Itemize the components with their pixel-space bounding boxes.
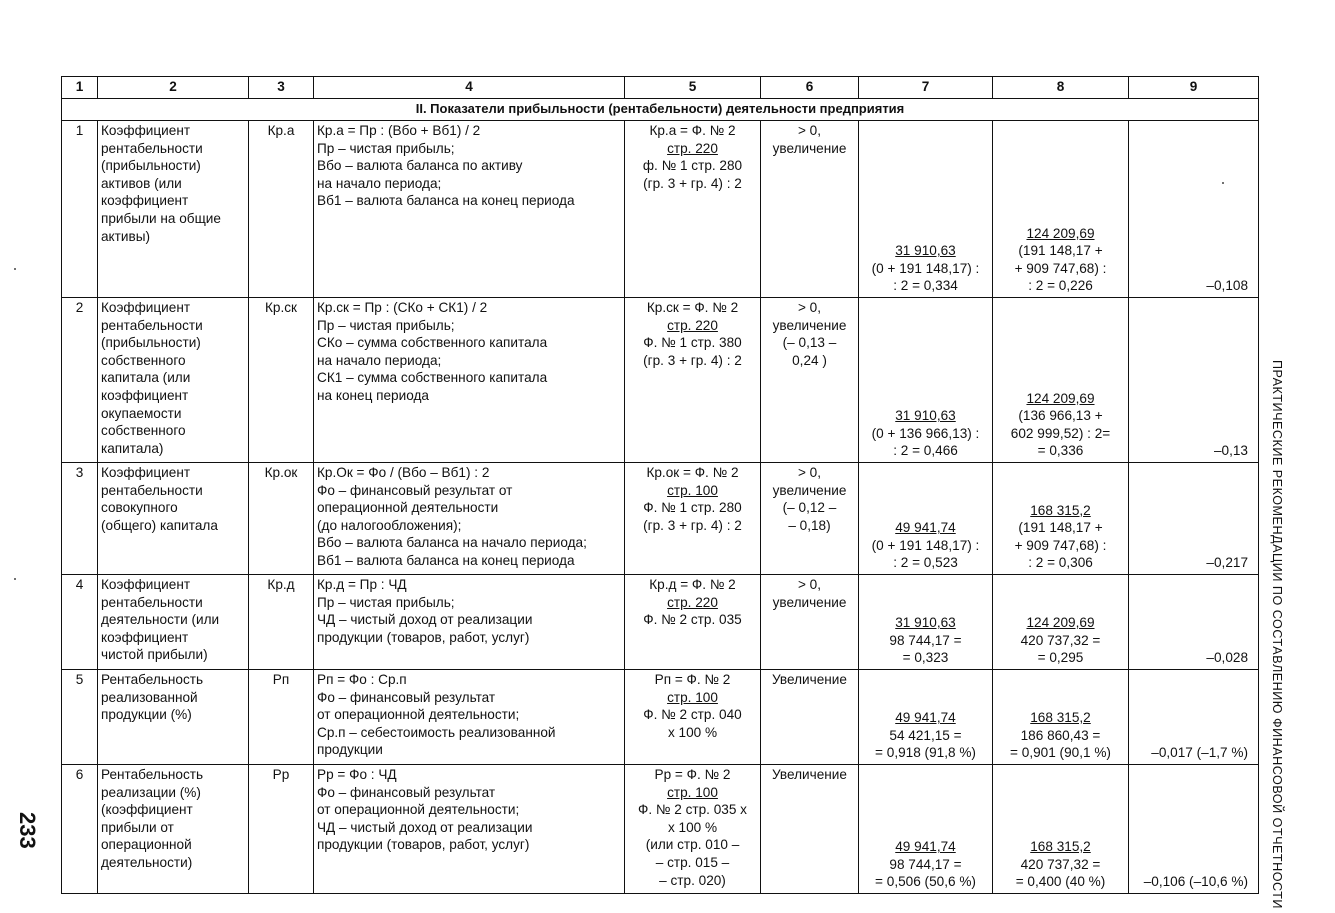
indicator-symbol-line: Кр.а <box>267 123 295 138</box>
indicator-name-line: рентабельности <box>101 594 203 610</box>
indicator-formula-line: Кр.Ок = Фо / (Вбо – Вб1) : 2 <box>317 465 490 480</box>
indicator-formula <box>314 765 625 894</box>
row-number-line: 6 <box>75 767 84 782</box>
value-start-period <box>859 463 993 575</box>
normative-condition <box>761 575 859 670</box>
indicator-formula-line: Пр – чистая прибыль; <box>317 594 455 610</box>
value-change <box>1129 463 1259 575</box>
value-end-period-line: 168 315,2 <box>1030 710 1091 726</box>
normative-condition <box>761 463 859 575</box>
data-source-line: (гр. 3 + гр. 4) : 2 <box>643 175 742 191</box>
data-source-line: (гр. 3 + гр. 4) : 2 <box>643 517 742 533</box>
indicator-formula-line: СКо – сумма собственного капитала <box>317 335 548 351</box>
value-end-period-line: 124 209,69 <box>1026 225 1095 241</box>
indicator-symbol-line: Рр <box>272 767 290 782</box>
indicator-formula-line: ЧД – чистый доход от реализации <box>317 612 533 628</box>
normative-condition <box>761 670 859 765</box>
indicator-symbol-line: Кр.ск <box>265 300 297 315</box>
normative-condition-line: увеличение <box>772 317 847 333</box>
value-end-period <box>993 298 1129 463</box>
indicator-formula-line: ЧД – чистый доход от реализации <box>317 819 533 835</box>
indicator-name-line: реализации (%) <box>101 784 201 800</box>
value-change-line: –0,028 <box>1206 650 1248 666</box>
indicator-name-line: Рентабельность <box>101 767 204 782</box>
table-row <box>62 463 1259 575</box>
data-source <box>625 765 761 894</box>
value-end-period-line: = 0,295 <box>1037 650 1084 666</box>
indicator-formula-line: Фо – финансовый результат от <box>317 482 513 498</box>
indicator-name-line: Коэффициент <box>101 123 191 138</box>
header-cell: 7 <box>859 77 993 99</box>
data-source-line: Ф. № 2 стр. 035 х <box>638 802 747 818</box>
normative-condition-line: Увеличение <box>772 672 847 687</box>
indicator-name-line: Коэффициент <box>101 577 191 592</box>
normative-condition-line: > 0, <box>797 465 822 480</box>
value-end-period-line: 602 999,52) : 2= <box>1010 425 1111 441</box>
normative-condition-line: > 0, <box>797 577 822 592</box>
indicator-formula-line: Рр = Фо : ЧД <box>317 767 397 782</box>
data-source-line: х 100 % <box>667 819 718 835</box>
value-start-period <box>859 575 993 670</box>
indicator-formula-line: (до налогообложения); <box>317 517 462 533</box>
value-end-period-line: = 0,901 (90,1 %) <box>1010 745 1111 761</box>
indicator-name <box>98 121 249 298</box>
value-change <box>1129 575 1259 670</box>
data-source <box>625 298 761 463</box>
indicator-formula-line: Фо – финансовый результат <box>317 784 496 800</box>
indicator-name-line: чистой прибыли) <box>101 647 208 663</box>
indicator-name <box>98 575 249 670</box>
indicator-formula-line: Вбо – валюта баланса по активу <box>317 158 523 174</box>
indicator-name-line: деятельности (или <box>101 612 220 628</box>
value-end-period <box>993 765 1129 894</box>
header-cell: 5 <box>625 77 761 99</box>
indicator-formula-line: Пр – чистая прибыль; <box>317 317 455 333</box>
value-change-line: –0,106 (–10,6 %) <box>1143 874 1248 890</box>
value-end-period-line: 420 737,32 = <box>1020 856 1101 872</box>
indicator-formula <box>314 670 625 765</box>
value-start-period-line: 31 910,63 <box>895 408 956 424</box>
indicator-name-line: (прибыльности) <box>101 158 201 174</box>
table-row <box>62 121 1259 298</box>
value-start-period-line: 98 744,17 = <box>889 632 962 648</box>
value-change-line: –0,13 <box>1213 443 1248 459</box>
value-change-line: –0,108 <box>1206 278 1248 294</box>
header-cell: 6 <box>761 77 859 99</box>
normative-condition-line: (– 0,12 – <box>782 500 837 516</box>
indicator-name <box>98 463 249 575</box>
indicator-name-line: (прибыльности) <box>101 335 201 351</box>
indicator-name-line: (общего) капитала <box>101 517 218 533</box>
row-number-line: 5 <box>75 672 84 687</box>
speck-mark <box>1222 182 1224 184</box>
indicator-formula-line: Вб1 – валюта баланса на конец периода <box>317 552 575 568</box>
value-start-period-line: (0 + 191 148,17) : <box>871 537 980 553</box>
speck-mark <box>14 578 16 580</box>
data-source-line: Ф. № 1 стр. 380 <box>643 335 742 351</box>
normative-condition-line: увеличение <box>772 482 847 498</box>
indicator-symbol <box>249 765 314 894</box>
indicator-formula-line: Кр.д = Пр : ЧД <box>317 577 407 592</box>
data-source-line: Ф. № 1 стр. 280 <box>643 500 742 516</box>
normative-condition-line: (– 0,13 – <box>782 335 837 351</box>
indicators-table <box>61 76 1259 894</box>
indicator-name-line: Рентабельность <box>101 672 204 687</box>
indicator-name-line: активы) <box>101 228 150 244</box>
row-number-line: 3 <box>75 465 84 480</box>
normative-condition-line: > 0, <box>797 123 822 138</box>
indicator-name-line: деятельности) <box>101 854 193 870</box>
indicator-formula-line: операционной деятельности <box>317 500 499 516</box>
indicator-formula-line: Рп = Фо : Ср.п <box>317 672 407 687</box>
indicator-symbol-line: Кр.ок <box>264 465 298 480</box>
value-start-period-line: (0 + 191 148,17) : <box>871 260 980 276</box>
indicator-formula-line: Пр – чистая прибыль; <box>317 140 455 156</box>
row-number <box>62 575 98 670</box>
data-source-line: стр. 100 <box>667 784 718 800</box>
value-end-period-line: = 0,336 <box>1037 443 1084 459</box>
value-change <box>1129 765 1259 894</box>
indicator-formula-line: СК1 – сумма собственного капитала <box>317 370 548 386</box>
value-start-period-line: 49 941,74 <box>895 710 956 726</box>
data-source-line: – стр. 015 – <box>655 854 730 870</box>
indicator-name-line: прибыли на общие <box>101 210 221 226</box>
data-source-line: стр. 100 <box>667 482 718 498</box>
indicator-formula-line: на начало периода; <box>317 175 442 191</box>
value-end-period-line: 124 209,69 <box>1026 390 1095 406</box>
indicator-formula <box>314 121 625 298</box>
indicator-formula-line: на начало периода; <box>317 352 442 368</box>
indicator-name-line: операционной <box>101 837 192 853</box>
data-source-line: х 100 % <box>667 724 718 740</box>
indicator-name-line: (коэффициент <box>101 802 193 818</box>
value-start-period-line: 31 910,63 <box>895 243 956 259</box>
indicator-formula-line: продукции (товаров, работ, услуг) <box>317 629 530 645</box>
row-number <box>62 670 98 765</box>
indicator-symbol <box>249 670 314 765</box>
data-source-line: ф. № 1 стр. 280 <box>642 158 743 174</box>
table-row <box>62 298 1259 463</box>
indicator-symbol-line: Рп <box>272 672 290 687</box>
value-end-period <box>993 575 1129 670</box>
normative-condition-line: > 0, <box>797 300 822 315</box>
data-source-line: Рп = Ф. № 2 <box>654 672 731 687</box>
indicator-name-line: капитала (или <box>101 370 191 386</box>
value-end-period <box>993 463 1129 575</box>
indicator-name-line: окупаемости <box>101 405 182 421</box>
data-source-line: Ф. № 2 стр. 035 <box>643 612 742 628</box>
header-cell: 4 <box>314 77 625 99</box>
normative-condition-line: 0,24 ) <box>792 352 827 368</box>
value-end-period-line: + 909 747,68) : <box>1014 537 1107 553</box>
value-change-line: –0,017 (–1,7 %) <box>1151 745 1248 761</box>
header-cell: 9 <box>1129 77 1259 99</box>
section-row <box>62 99 1259 121</box>
data-source-line: (или стр. 010 – <box>645 837 740 853</box>
indicator-formula-line: Кр.а = Пр : (Вбо + Вб1) / 2 <box>317 123 481 138</box>
indicator-name <box>98 765 249 894</box>
indicator-name-line: реализованной <box>101 689 198 705</box>
indicator-formula-line: Вб1 – валюта баланса на конец периода <box>317 193 575 209</box>
indicator-formula-line: Ср.п – себестоимость реализованной <box>317 724 556 740</box>
indicator-name-line: прибыли от <box>101 819 174 835</box>
value-start-period <box>859 121 993 298</box>
indicator-name-line: рентабельности <box>101 140 203 156</box>
normative-condition-line: увеличение <box>772 140 847 156</box>
data-source-line: Рр = Ф. № 2 <box>654 767 731 782</box>
value-end-period-line: (191 148,17 + <box>1018 243 1103 259</box>
normative-condition-line: Увеличение <box>772 767 847 782</box>
value-change-line: –0,217 <box>1206 555 1248 571</box>
indicator-name-line: Коэффициент <box>101 465 191 480</box>
row-number <box>62 765 98 894</box>
indicator-formula-line: Кр.ск = Пр : (СКо + СК1) / 2 <box>317 300 488 315</box>
data-source-line: Кр.ок = Ф. № 2 <box>646 465 739 480</box>
indicator-name <box>98 670 249 765</box>
value-start-period-line: = 0,918 (91,8 %) <box>875 745 976 761</box>
value-start-period-line: = 0,506 (50,6 %) <box>875 874 976 890</box>
data-source-line: стр. 100 <box>667 689 718 705</box>
header-row <box>62 77 1259 99</box>
data-source-line: Кр.д = Ф. № 2 <box>649 577 736 592</box>
indicator-name-line: капитала) <box>101 440 164 456</box>
indicator-name-line: рентабельности <box>101 317 203 333</box>
row-number-line: 1 <box>75 123 84 138</box>
indicator-formula-line: продукции (товаров, работ, услуг) <box>317 837 530 853</box>
data-source <box>625 670 761 765</box>
header-cell: 1 <box>62 77 98 99</box>
row-number <box>62 298 98 463</box>
header-cell: 3 <box>249 77 314 99</box>
data-source-line: стр. 220 <box>667 317 718 333</box>
data-source-line: стр. 220 <box>667 140 718 156</box>
indicator-symbol <box>249 298 314 463</box>
indicator-name-line: коэффициент <box>101 193 189 209</box>
indicator-formula-line: от операционной деятельности; <box>317 802 520 818</box>
indicator-formula-line: на конец периода <box>317 387 429 403</box>
indicator-formula-line: продукции <box>317 742 383 758</box>
indicator-name-line: рентабельности <box>101 482 203 498</box>
value-start-period-line: 49 941,74 <box>895 520 956 536</box>
normative-condition <box>761 121 859 298</box>
indicator-symbol <box>249 121 314 298</box>
row-number <box>62 121 98 298</box>
data-source <box>625 121 761 298</box>
data-source-line: Ф. № 2 стр. 040 <box>643 707 742 723</box>
value-end-period-line: 420 737,32 = <box>1020 632 1101 648</box>
normative-condition <box>761 298 859 463</box>
section-title: II. Показатели прибыльности (рентабельности) деятельности предприятия <box>62 99 1259 121</box>
value-change <box>1129 121 1259 298</box>
row-number-line: 2 <box>75 300 84 315</box>
value-end-period <box>993 670 1129 765</box>
value-start-period-line: (0 + 136 966,13) : <box>871 425 980 441</box>
data-source <box>625 463 761 575</box>
indicator-formula <box>314 298 625 463</box>
page-number: 233 <box>15 812 40 849</box>
row-number <box>62 463 98 575</box>
indicator-name-line: совокупного <box>101 500 178 516</box>
data-source-line: стр. 220 <box>667 594 718 610</box>
normative-condition-line: – 0,18) <box>788 517 831 533</box>
indicator-name-line: коэффициент <box>101 387 189 403</box>
data-source-line: Кр.а = Ф. № 2 <box>649 123 736 138</box>
indicator-formula-line: Фо – финансовый результат <box>317 689 496 705</box>
value-change <box>1129 298 1259 463</box>
value-start-period-line: : 2 = 0,523 <box>893 555 958 571</box>
indicator-formula <box>314 575 625 670</box>
table-row <box>62 765 1259 894</box>
value-end-period-line: 168 315,2 <box>1030 839 1091 855</box>
value-change <box>1129 670 1259 765</box>
value-end-period-line: 168 315,2 <box>1030 502 1091 518</box>
indicator-name-line: продукции (%) <box>101 707 192 723</box>
indicator-symbol <box>249 463 314 575</box>
table-row <box>62 575 1259 670</box>
value-start-period-line: : 2 = 0,466 <box>893 443 958 459</box>
value-end-period-line: = 0,400 (40 %) <box>1015 874 1106 890</box>
value-end-period <box>993 121 1129 298</box>
value-start-period <box>859 298 993 463</box>
data-source-line: (гр. 3 + гр. 4) : 2 <box>643 352 742 368</box>
header-cell: 2 <box>98 77 249 99</box>
indicator-formula-line: Вбо – валюта баланса на начало периода; <box>317 535 587 551</box>
speck-mark <box>14 268 16 270</box>
indicator-formula-line: от операционной деятельности; <box>317 707 520 723</box>
value-start-period-line: 98 744,17 = <box>889 856 962 872</box>
indicator-name <box>98 298 249 463</box>
header-cell: 8 <box>993 77 1129 99</box>
value-start-period <box>859 765 993 894</box>
value-end-period-line: (136 966,13 + <box>1018 408 1103 424</box>
indicator-name-line: активов (или <box>101 175 182 191</box>
normative-condition <box>761 765 859 894</box>
value-start-period-line: 49 941,74 <box>895 839 956 855</box>
side-running-title: ПРАКТИЧЕСКИЕ РЕКОМЕНДАЦИИ ПО СОСТАВЛЕНИЮ ФИНАНСОВОЙ ОТЧЕТНОСТИ <box>1270 360 1284 909</box>
value-end-period-line: + 909 747,68) : <box>1014 260 1107 276</box>
value-start-period-line: 54 421,15 = <box>889 727 962 743</box>
data-source-line: Кр.ск = Ф. № 2 <box>646 300 739 315</box>
row-number-line: 4 <box>75 577 84 592</box>
value-end-period-line: 186 860,43 = <box>1020 727 1101 743</box>
indicator-symbol <box>249 575 314 670</box>
value-end-period-line: : 2 = 0,226 <box>1028 278 1093 294</box>
indicator-name-line: коэффициент <box>101 629 189 645</box>
normative-condition-line: увеличение <box>772 594 847 610</box>
indicator-name-line: собственного <box>101 352 186 368</box>
indicator-symbol-line: Кр.д <box>267 577 295 592</box>
value-start-period-line: 31 910,63 <box>895 615 956 631</box>
table-row <box>62 670 1259 765</box>
indicator-name-line: Коэффициент <box>101 300 191 315</box>
value-start-period-line: : 2 = 0,334 <box>893 278 958 294</box>
value-start-period <box>859 670 993 765</box>
data-source-line: – стр. 020) <box>659 872 726 888</box>
value-start-period-line: = 0,323 <box>902 650 949 666</box>
indicator-name-line: собственного <box>101 423 186 439</box>
indicator-formula <box>314 463 625 575</box>
value-end-period-line: 124 209,69 <box>1026 615 1095 631</box>
value-end-period-line: : 2 = 0,306 <box>1028 555 1093 571</box>
value-end-period-line: (191 148,17 + <box>1018 520 1103 536</box>
data-source <box>625 575 761 670</box>
